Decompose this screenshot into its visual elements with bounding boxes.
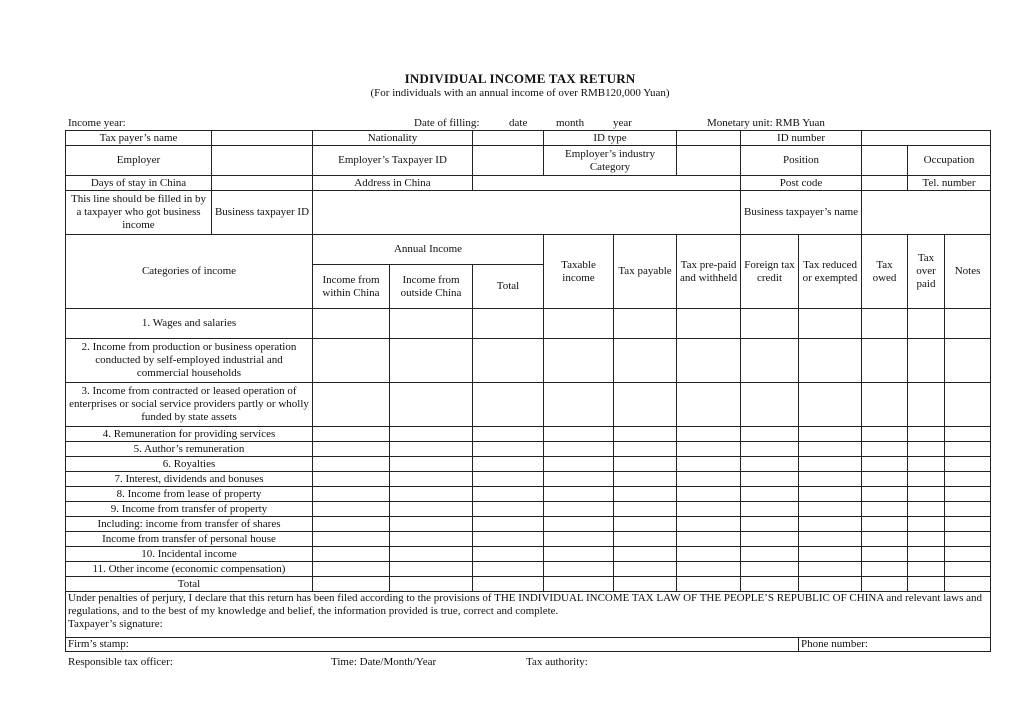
income-value-cell[interactable] [313, 562, 390, 577]
income-value-cell[interactable] [945, 339, 991, 383]
income-value-cell[interactable] [313, 577, 390, 592]
income-value-cell[interactable] [945, 532, 991, 547]
income-value-cell[interactable] [313, 309, 390, 339]
income-value-cell[interactable] [799, 487, 862, 502]
income-value-cell[interactable] [473, 487, 544, 502]
income-value-cell[interactable] [544, 442, 614, 457]
income-value-cell[interactable] [390, 577, 473, 592]
income-value-cell[interactable] [614, 487, 677, 502]
taxpayer-name-field[interactable] [212, 131, 313, 146]
income-category-label: 11. Other income (economic compensation) [66, 562, 313, 577]
income-value-cell[interactable] [741, 562, 799, 577]
income-value-cell[interactable] [799, 517, 862, 532]
income-row [66, 457, 991, 472]
income-value-cell[interactable] [908, 427, 945, 442]
income-value-cell[interactable] [945, 577, 991, 592]
income-value-cell[interactable] [390, 517, 473, 532]
income-value-cell[interactable] [908, 383, 945, 427]
income-value-cell[interactable] [544, 562, 614, 577]
income-value-cell[interactable] [544, 547, 614, 562]
taxable-income-header: Taxable income [544, 235, 614, 309]
income-value-cell[interactable] [677, 383, 741, 427]
income-value-cell[interactable] [741, 577, 799, 592]
income-row [66, 442, 991, 457]
income-value-cell[interactable] [677, 309, 741, 339]
tax-owed-header: Tax owed [862, 235, 908, 309]
income-row [66, 472, 991, 487]
income-value-cell[interactable] [799, 472, 862, 487]
income-value-cell[interactable] [862, 562, 908, 577]
declaration-text: Under penalties of perjury, I declare that this return has been filed according to the provisions of THE INDIVIDUAL INCOME TAX LAW OF THE PEOPLE’S REPUBLIC OF CHINA and relevant laws and regulations, and to the best of my knowledge and belief, the information provided is true, correct and complete. [68, 592, 983, 617]
income-category-label: 6. Royalties [66, 457, 313, 472]
income-value-cell[interactable] [908, 517, 945, 532]
income-value-cell[interactable] [544, 339, 614, 383]
income-value-cell[interactable] [473, 339, 544, 383]
income-value-cell[interactable] [908, 532, 945, 547]
income-value-cell[interactable] [799, 309, 862, 339]
employer-label: Employer [66, 146, 212, 176]
income-row [66, 517, 991, 532]
month-label: month [556, 117, 585, 129]
income-value-cell[interactable] [799, 562, 862, 577]
taxpayer-name-label: Tax payer’s name [66, 131, 212, 146]
income-value-cell[interactable] [390, 502, 473, 517]
responsible-officer-label: Responsible tax officer: [68, 656, 173, 668]
income-value-cell[interactable] [390, 547, 473, 562]
income-value-cell[interactable] [544, 532, 614, 547]
firm-stamp-field[interactable]: Firm’s stamp: [66, 638, 799, 652]
income-value-cell[interactable] [473, 517, 544, 532]
income-value-cell[interactable] [677, 577, 741, 592]
income-value-cell[interactable] [390, 487, 473, 502]
income-value-cell[interactable] [390, 383, 473, 427]
business-taxpayer-name-label: Business taxpayer’s name [741, 191, 862, 235]
income-value-cell[interactable] [862, 487, 908, 502]
income-value-cell[interactable] [799, 577, 862, 592]
income-row [66, 532, 991, 547]
income-value-cell[interactable] [799, 427, 862, 442]
notes-header: Notes [945, 235, 991, 309]
income-value-cell[interactable] [614, 457, 677, 472]
income-value-cell[interactable] [862, 547, 908, 562]
income-value-cell[interactable] [862, 339, 908, 383]
position-field[interactable] [862, 146, 908, 176]
signature-label[interactable]: Taxpayer’s signature: [68, 618, 163, 630]
income-row [66, 547, 991, 562]
income-value-cell[interactable] [741, 383, 799, 427]
income-value-cell[interactable] [614, 517, 677, 532]
income-value-cell[interactable] [614, 532, 677, 547]
income-value-cell[interactable] [313, 472, 390, 487]
income-category-label: 5. Author’s remuneration [66, 442, 313, 457]
business-line-note: This line should be filled in by a taxpayer who got business income [66, 191, 212, 235]
income-value-cell[interactable] [741, 532, 799, 547]
form-subtitle: (For individuals with an annual income of over RMB120,000 Yuan) [370, 87, 670, 99]
phone-number-field[interactable]: Phone number: [799, 638, 991, 652]
income-value-cell[interactable] [544, 383, 614, 427]
income-value-cell[interactable] [473, 427, 544, 442]
income-value-cell[interactable] [908, 309, 945, 339]
income-value-cell[interactable] [390, 472, 473, 487]
categories-header: Categories of income [66, 235, 313, 309]
income-category-label: 4. Remuneration for providing services [66, 427, 313, 442]
income-category-label: 10. Incidental income [66, 547, 313, 562]
income-total-header: Total [473, 265, 544, 309]
income-value-cell[interactable] [741, 487, 799, 502]
income-value-cell[interactable] [741, 547, 799, 562]
income-value-cell[interactable] [544, 457, 614, 472]
income-value-cell[interactable] [741, 427, 799, 442]
income-value-cell[interactable] [544, 487, 614, 502]
income-value-cell[interactable] [677, 547, 741, 562]
income-value-cell[interactable] [945, 472, 991, 487]
income-value-cell[interactable] [908, 562, 945, 577]
income-value-cell[interactable] [313, 339, 390, 383]
income-value-cell[interactable] [908, 442, 945, 457]
id-number-field[interactable] [862, 131, 991, 146]
income-category-label: 9. Income from transfer of property [66, 502, 313, 517]
income-value-cell[interactable] [614, 427, 677, 442]
income-value-cell[interactable] [908, 577, 945, 592]
nationality-label: Nationality [313, 131, 473, 146]
income-value-cell[interactable] [544, 577, 614, 592]
income-value-cell[interactable] [799, 502, 862, 517]
employer-industry-field[interactable] [677, 146, 741, 176]
income-within-china-header: Income from within China [313, 265, 390, 309]
income-value-cell[interactable] [544, 517, 614, 532]
income-value-cell[interactable] [473, 562, 544, 577]
income-value-cell[interactable] [945, 309, 991, 339]
income-value-cell[interactable] [390, 562, 473, 577]
income-value-cell[interactable] [862, 457, 908, 472]
income-value-cell[interactable] [677, 339, 741, 383]
income-row [66, 562, 991, 577]
income-year-label: Income year: [68, 117, 126, 129]
income-category-label: Total [66, 577, 313, 592]
declaration-cell [66, 592, 991, 638]
year-label: year [613, 117, 632, 129]
income-value-cell[interactable] [390, 427, 473, 442]
income-value-cell[interactable] [473, 309, 544, 339]
income-value-cell[interactable] [677, 562, 741, 577]
income-value-cell[interactable] [473, 442, 544, 457]
income-value-cell[interactable] [741, 457, 799, 472]
employer-industry-label: Employer’s industry Category [544, 146, 677, 176]
income-value-cell[interactable] [313, 547, 390, 562]
address-field[interactable] [473, 176, 741, 191]
income-value-cell[interactable] [862, 502, 908, 517]
income-value-cell[interactable] [677, 427, 741, 442]
income-value-cell[interactable] [799, 339, 862, 383]
taxpayer-info-section [66, 131, 991, 235]
nationality-field[interactable] [473, 131, 544, 146]
income-category-label: 8. Income from lease of property [66, 487, 313, 502]
income-value-cell[interactable] [544, 309, 614, 339]
tax-overpaid-header: Tax over paid [908, 235, 945, 309]
income-value-cell[interactable] [908, 457, 945, 472]
income-value-cell[interactable] [677, 487, 741, 502]
income-value-cell[interactable] [908, 339, 945, 383]
income-row [66, 577, 991, 592]
income-value-cell[interactable] [473, 532, 544, 547]
income-value-cell[interactable] [313, 427, 390, 442]
income-value-cell[interactable] [945, 427, 991, 442]
date-label: date [509, 117, 528, 129]
income-value-cell[interactable] [390, 442, 473, 457]
income-value-cell[interactable] [677, 532, 741, 547]
income-value-cell[interactable] [741, 472, 799, 487]
income-value-cell[interactable] [614, 547, 677, 562]
income-value-cell[interactable] [677, 472, 741, 487]
income-rows [66, 309, 991, 592]
income-category-label: 7. Interest, dividends and bonuses [66, 472, 313, 487]
declaration-section [66, 592, 991, 652]
income-value-cell[interactable] [945, 442, 991, 457]
form-title: INDIVIDUAL INCOME TAX RETURN [404, 71, 636, 86]
post-code-field[interactable] [862, 176, 908, 191]
income-value-cell[interactable] [862, 532, 908, 547]
foreign-tax-credit-header: Foreign tax credit [741, 235, 799, 309]
income-outside-china-header: Income from outside China [390, 265, 473, 309]
income-category-label: 2. Income from production or business operation conducted by self-employed industrial and commercial households [66, 339, 313, 383]
days-of-stay-field[interactable] [212, 176, 313, 191]
id-type-field[interactable] [677, 131, 741, 146]
business-taxpayer-id-field[interactable] [313, 191, 741, 235]
tax-prepaid-header: Tax pre-paid and withheld [677, 235, 741, 309]
date-of-filling-label: Date of filling: [414, 117, 480, 129]
income-value-cell[interactable] [614, 562, 677, 577]
id-type-label: ID type [544, 131, 677, 146]
income-value-cell[interactable] [313, 517, 390, 532]
address-label: Address in China [313, 176, 473, 191]
income-value-cell[interactable] [473, 502, 544, 517]
income-value-cell[interactable] [741, 309, 799, 339]
income-value-cell[interactable] [799, 547, 862, 562]
income-value-cell[interactable] [390, 339, 473, 383]
tax-reduced-header: Tax reduced or exempted [799, 235, 862, 309]
monetary-unit-label: Monetary unit: RMB Yuan [707, 117, 825, 129]
income-value-cell[interactable] [544, 472, 614, 487]
income-value-cell[interactable] [741, 442, 799, 457]
occupation-label: Occupation [908, 146, 991, 176]
income-value-cell[interactable] [677, 502, 741, 517]
income-value-cell[interactable] [313, 532, 390, 547]
income-value-cell[interactable] [862, 472, 908, 487]
income-value-cell[interactable] [908, 547, 945, 562]
income-value-cell[interactable] [473, 577, 544, 592]
income-value-cell[interactable] [945, 487, 991, 502]
annual-income-header: Annual Income [313, 235, 544, 265]
income-value-cell[interactable] [473, 383, 544, 427]
income-value-cell[interactable] [313, 457, 390, 472]
income-value-cell[interactable] [945, 457, 991, 472]
income-value-cell[interactable] [614, 442, 677, 457]
income-value-cell[interactable] [799, 383, 862, 427]
income-value-cell[interactable] [390, 457, 473, 472]
tel-number-label: Tel. number [908, 176, 991, 191]
business-taxpayer-name-field[interactable] [862, 191, 991, 235]
income-value-cell[interactable] [473, 472, 544, 487]
income-value-cell[interactable] [473, 547, 544, 562]
income-value-cell[interactable] [614, 577, 677, 592]
tax-return-table [65, 130, 991, 652]
income-category-label: 3. Income from contracted or leased operation of enterprises or social service providers partly or wholly funded by state assets [66, 383, 313, 427]
income-row [66, 487, 991, 502]
income-value-cell[interactable] [614, 502, 677, 517]
income-value-cell[interactable] [945, 383, 991, 427]
income-value-cell[interactable] [313, 487, 390, 502]
income-value-cell[interactable] [677, 442, 741, 457]
income-category-label: Income from transfer of personal house [66, 532, 313, 547]
income-row [66, 502, 991, 517]
income-value-cell[interactable] [862, 309, 908, 339]
income-value-cell[interactable] [677, 517, 741, 532]
days-of-stay-label: Days of stay in China [66, 176, 212, 191]
income-value-cell[interactable] [908, 502, 945, 517]
income-value-cell[interactable] [862, 442, 908, 457]
income-value-cell[interactable] [741, 502, 799, 517]
income-value-cell[interactable] [862, 427, 908, 442]
income-row [66, 427, 991, 442]
employer-taxpayer-id-label: Employer’s Taxpayer ID [313, 146, 473, 176]
id-number-label: ID number [741, 131, 862, 146]
income-value-cell[interactable] [908, 487, 945, 502]
business-taxpayer-id-label: Business taxpayer ID [212, 191, 313, 235]
income-value-cell[interactable] [945, 517, 991, 532]
income-value-cell[interactable] [945, 547, 991, 562]
income-value-cell[interactable] [313, 442, 390, 457]
income-value-cell[interactable] [390, 532, 473, 547]
income-value-cell[interactable] [614, 383, 677, 427]
tax-payable-header: Tax payable [614, 235, 677, 309]
income-row [66, 383, 991, 427]
income-value-cell[interactable] [799, 532, 862, 547]
income-value-cell[interactable] [473, 457, 544, 472]
income-category-label: 1. Wages and salaries [66, 309, 313, 339]
income-value-cell[interactable] [614, 309, 677, 339]
tax-authority-label: Tax authority: [526, 656, 588, 668]
income-value-cell[interactable] [741, 339, 799, 383]
income-value-cell[interactable] [908, 472, 945, 487]
income-value-cell[interactable] [741, 517, 799, 532]
income-value-cell[interactable] [614, 339, 677, 383]
income-value-cell[interactable] [544, 502, 614, 517]
income-value-cell[interactable] [862, 577, 908, 592]
income-value-cell[interactable] [390, 309, 473, 339]
income-value-cell[interactable] [313, 383, 390, 427]
income-value-cell[interactable] [862, 383, 908, 427]
income-value-cell[interactable] [677, 457, 741, 472]
income-value-cell[interactable] [313, 502, 390, 517]
income-column-headers [66, 235, 991, 309]
income-row [66, 309, 991, 339]
time-label: Time: Date/Month/Year [331, 656, 437, 668]
income-value-cell[interactable] [799, 442, 862, 457]
employer-field[interactable] [212, 146, 313, 176]
income-value-cell[interactable] [799, 457, 862, 472]
employer-taxpayer-id-field[interactable] [473, 146, 544, 176]
post-code-label: Post code [741, 176, 862, 191]
income-category-label: Including: income from transfer of shares [66, 517, 313, 532]
position-label: Position [741, 146, 862, 176]
income-value-cell[interactable] [614, 472, 677, 487]
income-value-cell[interactable] [945, 502, 991, 517]
income-value-cell[interactable] [862, 517, 908, 532]
income-value-cell[interactable] [945, 562, 991, 577]
income-row [66, 339, 991, 383]
income-value-cell[interactable] [544, 427, 614, 442]
